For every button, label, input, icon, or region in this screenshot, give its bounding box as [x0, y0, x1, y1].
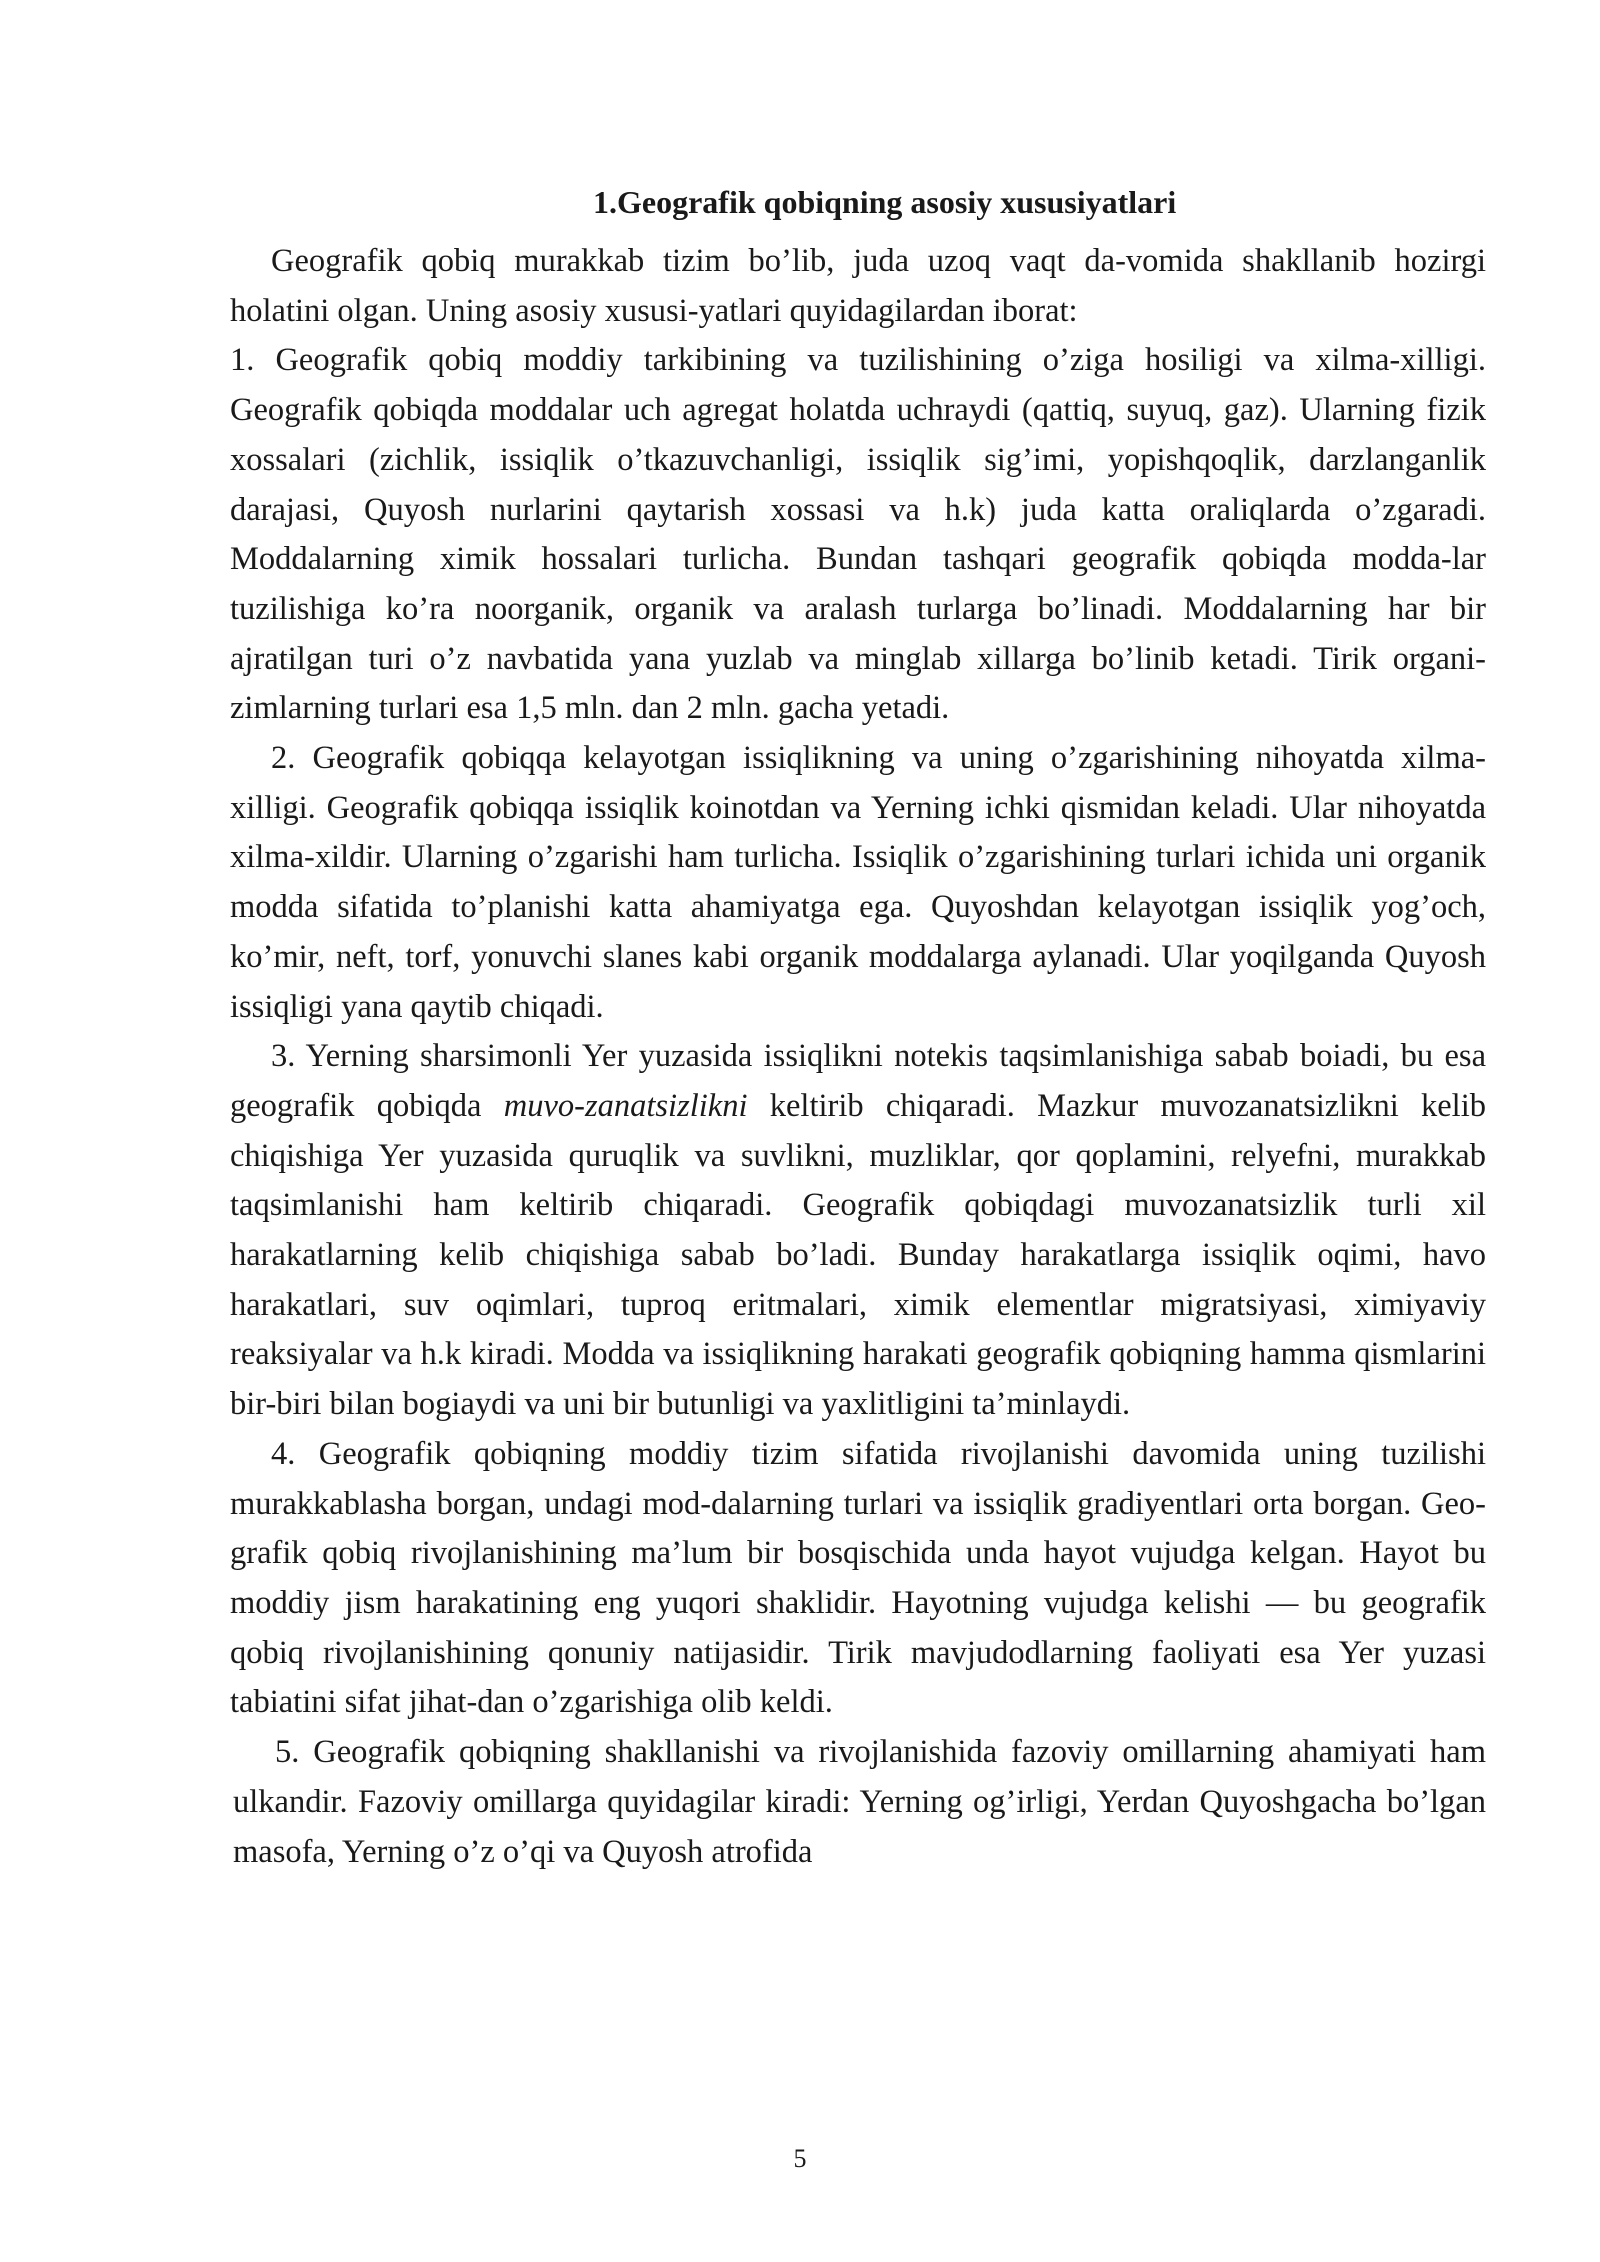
- paragraph-3-text-start: 3. Yerning sharsimonli Yer yuzasida issiqlikni notekis taqsimlanishiga sabab boiadi, bu esa geografik qobiqda: [230, 1038, 1486, 1124]
- paragraph-3-italic-term: muvo-zanatsizlikni: [503, 1087, 748, 1124]
- paragraph-2: 2. Geografik qobiqqa kelayotgan issiqlikning va uning o’zgarishining nihoyatda xilma-xilligi. Geografik qobiqqa issiqlik koinotdan va Yerning ichki qismidan keladi. Ular nihoyatda xilma-xildir. Ularning o’zgarishi ham turlicha. Issiqlik o’zgarishining turlari ichida uni organik modda sifatida to’planishi katta ahamiyatga ega. Quyoshdan kelayotgan issiqlik yog’och, ko’mir, neft, torf, yonuvchi slanes kabi organik moddalarga aylanadi. Ular yoqilganda Quyosh issiqligi yana qaytib chiqadi.: [230, 740, 1486, 1025]
- paragraph-4: 4. Geografik qobiqning moddiy tizim sifatida rivojlanishi davomida uning tuzilishi murakkablasha borgan, undagi mod-dalarning turlari va issiqlik gradiyentlari orta borgan. Geo-grafik qobiq rivojlanishining ma’lum bir bosqischida unda hayot vujudga kelgan. Hayot bu moddiy jism harakatining eng yuqori shaklidir. Hayotning vujudga kelishi — bu geografik qobiq rivojlanishining qonuniy natijasidir. Tirik mavjudodlarning faoliyati esa Yer yuzasi tabiatini sifat jihat-dan o’zgarishiga olib keldi.: [230, 1435, 1486, 1721]
- paragraph-3-text-end: keltirib chiqaradi. Mazkur muvozanatsizlikni kelib chiqishiga Yer yuzasida quruqlik va suvlikni, muzliklar, qor qoplamini, relyefni, murakkab taqsimlanishi ham keltirib chiqaradi. Geografik qobiqdagi muvozanatsizlik turli xil harakatlarning kelib chiqishiga sabab bo’ladi. Bunday harakatlarga issiqlik oqimi, havo harakatlari, suv oqimlari, tuproq eritmalari, ximik elementlar migratsiyasi, ximiyaviy reaksiyalar va h.k kiradi. Modda va issiqlikning harakati geografik qobiqning hamma qismlarini bir-biri bilan bogiaydi va uni bir butunligi va yaxlitligini ta’minlaydi.: [230, 1087, 1486, 1423]
- page-title: 1.Geografik qobiqning asosiy xususiyatlari: [593, 184, 1177, 221]
- page-number: 5: [793, 2144, 807, 2173]
- paragraph-intro: Geografik qobiq murakkab tizim bo’lib, juda uzoq vaqt da-vomida shakllanib hozirgi holatini olgan. Uning asosiy xususi-yatlari quyidagilardan iborat:: [230, 243, 1486, 329]
- paragraph-1: 1. Geografik qobiq moddiy tarkibining va tuzilishining o’ziga hosiligi va xilma-xilligi. Geografik qobiqda moddalar uch agregat holatda uchraydi (qattiq, suyuq, gaz). Ularning fizik xossalari (zichlik, issiqlik o’tkazuvchanligi, issiqlik sig’imi, yopishqoqlik, darzlanganlik darajasi, Quyosh nurlarini qaytarish xossasi va h.k) juda katta oraliqlarda o’zgaradi. Moddalarning ximik hossalari turlicha. Bundan tashqari geografik qobiqda modda-lar tuzilishiga ko’ra noorganik, organik va aralash turlarga bo’linadi. Moddalarning har bir ajratilgan turi o’z navbatida yana yuzlab va minglab xillarga bo’linib ketadi. Tirik organi-zimlarning turlari esa 1,5 mln. dan 2 mln. gacha yetadi.: [230, 342, 1486, 727]
- paragraph-5: 5. Geografik qobiqning shakllanishi va rivojlanishida fazoviy omillarning ahamiyati ham ulkandir. Fazoviy omillarga quyidagilar kiradi: Yerning og’irligi, Yerdan Quyoshgacha bo’lgan masofa, Yerning o’z o’qi va Quyosh atrofida: [233, 1734, 1486, 1870]
- body-text: [230, 237, 1486, 1877]
- paragraph-3: [230, 1032, 1486, 1430]
